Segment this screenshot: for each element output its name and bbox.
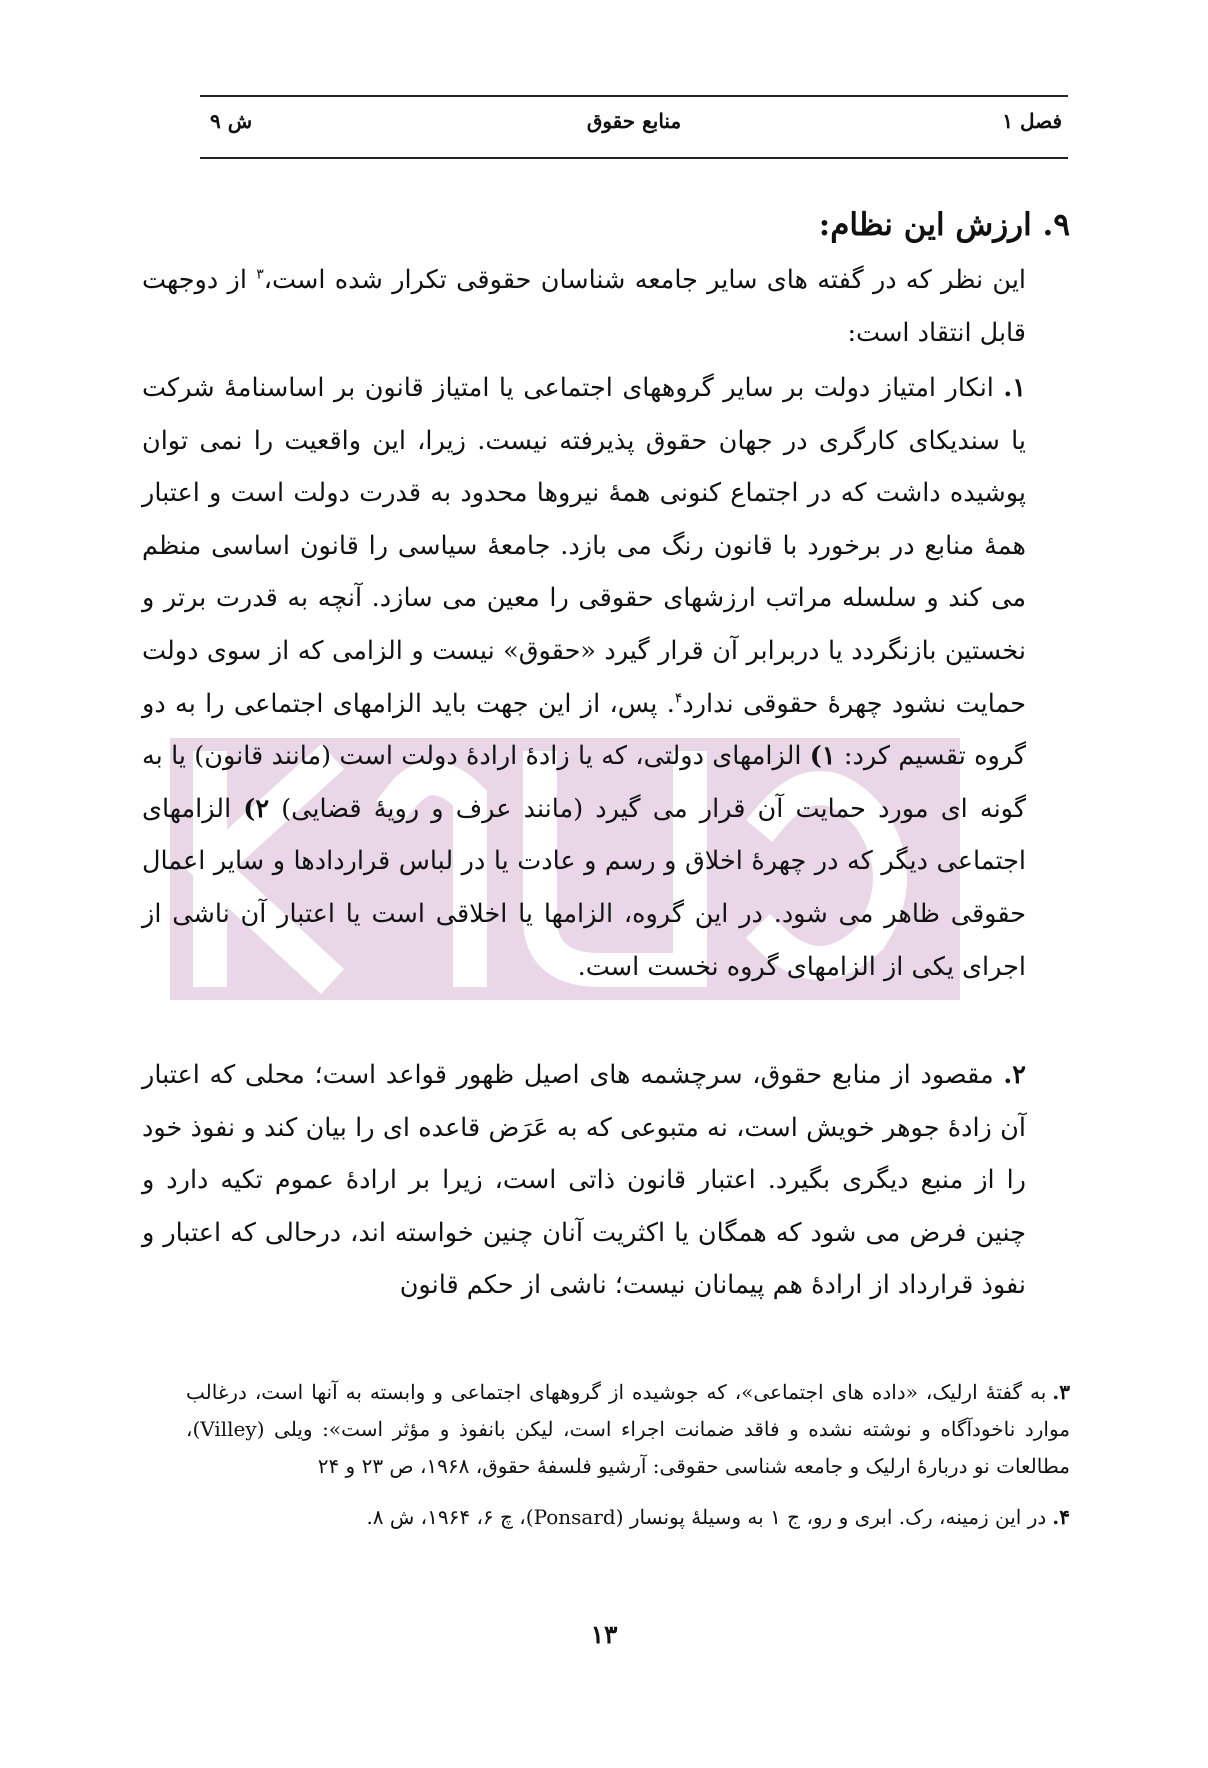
list-item <box>142 1049 1070 1312</box>
subitem-number: ۲) <box>243 793 270 824</box>
header-chapter: فصل ۱ <box>1002 109 1062 133</box>
footnote-number: ۳. <box>1052 1380 1070 1404</box>
footnote-text: در این زمینه، رک. ابری و رو، ج ۱ به وسیلهٔ پونسار (Ponsard)، چ ۶، ۱۹۶۴، ش ۸. <box>366 1505 1047 1529</box>
footnote-ref-4: ۴ <box>674 690 683 707</box>
page-number: ۱۳ <box>590 1620 618 1649</box>
footnote-number: ۴. <box>1052 1505 1070 1529</box>
footnotes <box>186 1374 1070 1550</box>
running-header <box>200 103 1068 147</box>
header-title: منابع حقوق <box>586 109 682 133</box>
subitem-text: الزامهای دولتی، که یا زادهٔ ارادهٔ دولت است (مانند قانون) یا به گونه ای مورد حمایت آن قرار می گیرد (مانند عرف و رویهٔ قضایی) <box>142 741 1026 824</box>
header-section: ش ۹ <box>210 109 253 133</box>
footnote <box>186 1374 1070 1485</box>
header-top-rule <box>200 95 1068 97</box>
subitem-number: ۱) <box>809 741 836 772</box>
list-item <box>142 362 1070 993</box>
footnote <box>186 1499 1070 1536</box>
item-number: ۲. <box>1003 1060 1026 1090</box>
subitem-text: الزامهای اجتماعی دیگر که در چهرهٔ اخلاق و رسم و عادت یا در لباس قراردادها و سایر اعمال حقوقی ظاهر می شود. در این گروه، الزامها یا اخلاقی است یا اعتبار آن ناشی از اجرای یکی از الزامهای گروه نخست است. <box>142 793 1026 982</box>
item-text-continued: . پس، از این جهت باید الزامهای اجتماعی را به دو گروه تقسیم کرد: <box>142 688 1026 772</box>
item-text: مقصود از منابع حقوق، سرچشمه های اصیل ظهور قواعد است؛ محلی که اعتبار آن زادهٔ جوهر خویش است، نه متبوعی که به عَرَض قاعده ای را بیان کند و نفوذ خود را از منبع دیگری بگیرد. اعتبار قانون ذاتی است، زیرا بر ارادهٔ عموم تکیه دارد و چنین فرض می شود که همگان یا اکثریت آنان چنین خواسته اند، درحالی که اعتبار و نفوذ قرارداد از ارادهٔ هم پیمانان نیست؛ ناشی از حکم قانون <box>142 1060 1026 1301</box>
item-number: ۱. <box>1003 373 1026 403</box>
intro-text: این نظر که در گفته های سایر جامعه شناسان حقوقی تکرار شده است، <box>263 265 1026 295</box>
intro-paragraph <box>142 254 1070 359</box>
intro-text-after: از دوجهت قابل انتقاد است: <box>142 265 1026 348</box>
item-text: انکار امتیاز دولت بر سایر گروههای اجتماعی یا امتیاز قانون بر اساسنامهٔ شرکت یا سندیکای کارگری در جهان حقوق پذیرفته نیست. زیرا، این واقعیت را نمی توان پوشیده داشت که در اجتماع کنونی همهٔ نیروها محدود به قدرت دولت است و اعتبار همهٔ منابع در برخورد با قانون رنگ می بازد. جامعهٔ سیاسی را قانون اساسی منظم می کند و سلسله مراتب ارزشهای حقوقی را معین می سازد. آنچه به قدرت برتر و نخستین بازنگردد یا دربرابر آن قرار گیرد «حقوق» نیست و الزامی که از سوی دولت حمایت نشود چهرهٔ حقوقی ندارد <box>142 373 1026 719</box>
footnote-text: به گفتهٔ ارلیک، «داده های اجتماعی»، که جوشیده از گروههای اجتماعی و وابسته به آنها است، درغالب موارد ناخودآگاه و نوشته نشده و فاقد ضمانت اجراء است، لیکن بانفوذ و مؤثر است»: ویلی (Villey)، مطالعات نو دربارهٔ ارلیک و جامعه شناسی حقوقی: آرشیو فلسفهٔ حقوق، ۱۹۶۸، ص ۲۳ و ۲۴ <box>186 1380 1070 1478</box>
header-bottom-rule <box>200 157 1068 159</box>
footnote-ref-3: ۳ <box>256 266 264 283</box>
section-title: ۹. ارزش این نظام: <box>818 207 1070 243</box>
